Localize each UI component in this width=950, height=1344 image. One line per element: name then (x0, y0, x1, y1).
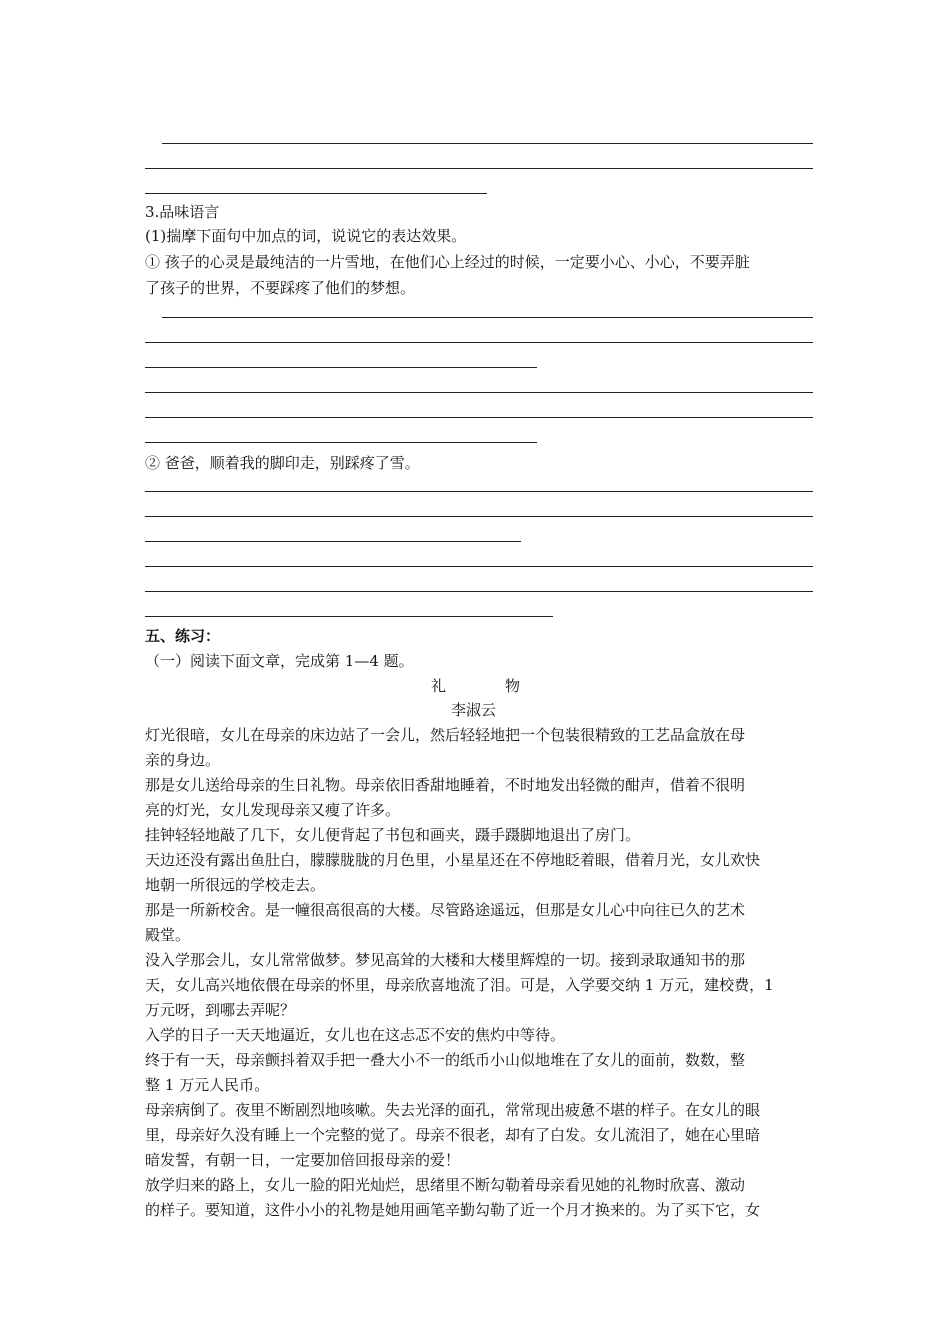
article-line: 灯光很暗，女儿在母亲的床边站了一会儿，然后轻轻地把一个包装很精致的工艺品盒放在母 (145, 726, 746, 744)
answer-line (145, 417, 813, 418)
article-title-char-2: 物 (505, 677, 521, 695)
article-line: 没入学那会儿，女儿常常做梦。梦见高耸的大楼和大楼里辉煌的一切。接到录取通知书的那 (145, 951, 746, 969)
answer-line (145, 591, 813, 592)
article-line: 暗发誓，有朝一日，一定要加倍回报母亲的爱！ (145, 1151, 461, 1169)
article-line: 那是女儿送给母亲的生日礼物。母亲依旧香甜地睡着，不时地发出轻微的酣声，借着不很明 (145, 776, 746, 794)
article-title-char-1: 礼 (431, 677, 447, 695)
article-line: 放学归来的路上，女儿一脸的阳光灿烂，思绪里不断勾勒着母亲看见她的礼物时欣喜、激动 (145, 1176, 746, 1194)
exercise-instruction: （一）阅读下面文章，完成第 1—4 题。 (145, 652, 414, 670)
answer-line (145, 566, 813, 567)
article-line: 殿堂。 (145, 926, 191, 944)
answer-line (145, 516, 813, 517)
article-line: 里，母亲好久没有睡上一个完整的觉了。母亲不很老，却有了白发。女儿流泪了，她在心里暗 (145, 1126, 761, 1144)
section-heading: 3.品味语言 (145, 203, 220, 221)
answer-line (162, 317, 813, 318)
article-line: 挂钟轻轻地敲了几下，女儿便背起了书包和画夹，蹑手蹑脚地退出了房门。 (145, 826, 641, 844)
answer-line (162, 143, 813, 144)
article-line: 天，女儿高兴地依偎在母亲的怀里，母亲欣喜地流了泪。可是，入学要交纳 1 万元，建校费，1 (145, 976, 774, 994)
article-line: 那是一所新校舍。是一幢很高很高的大楼。尽管路途遥远，但那是女儿心中向往已久的艺术 (145, 901, 746, 919)
article-line: 万元呀，到哪去弄呢？ (145, 1001, 296, 1019)
answer-line (145, 193, 487, 194)
answer-line (145, 491, 813, 492)
answer-line (145, 541, 521, 542)
article-line: 天边还没有露出鱼肚白，朦朦胧胧的月色里，小星星还在不停地眨着眼，借着月光，女儿欢快 (145, 851, 761, 869)
answer-line (145, 392, 813, 393)
answer-line (145, 616, 553, 617)
sentence-1-line-1: ① 孩子的心灵是最纯洁的一片雪地，在他们心上经过的时候，一定要小心、小心，不要弄脏 (145, 253, 750, 271)
answer-line (145, 367, 537, 368)
article-line: 终于有一天，母亲颤抖着双手把一叠大小不一的纸币小山似地堆在了女儿的面前，数数，整 (145, 1051, 746, 1069)
article-line: 的样子。要知道，这件小小的礼物是她用画笔辛勤勾勒了近一个月才换来的。为了买下它，女 (145, 1201, 761, 1219)
article-line: 亮的灯光，女儿发现母亲又瘦了许多。 (145, 801, 401, 819)
answer-line (145, 342, 813, 343)
article-line: 地朝一所很远的学校走去。 (145, 876, 326, 894)
article-line: 入学的日子一天天地逼近，女儿也在这忐忑不安的焦灼中等待。 (145, 1026, 566, 1044)
question-prompt: (1)揣摩下面句中加点的词，说说它的表达效果。 (145, 227, 467, 245)
sentence-1-line-2: 了孩子的世界，不要踩疼了他们的梦想。 (145, 279, 416, 297)
exercise-heading: 五、练习： (145, 627, 221, 645)
answer-line (145, 168, 813, 169)
article-author: 李淑云 (451, 701, 497, 719)
answer-line (145, 442, 537, 443)
article-line: 母亲病倒了。夜里不断剧烈地咳嗽。失去光泽的面孔，常常现出疲惫不堪的样子。在女儿的眼 (145, 1101, 761, 1119)
article-line: 整 1 万元人民币。 (145, 1076, 270, 1094)
sentence-2: ② 爸爸，顺着我的脚印走，别踩疼了雪。 (145, 454, 420, 472)
article-line: 亲的身边。 (145, 751, 221, 769)
